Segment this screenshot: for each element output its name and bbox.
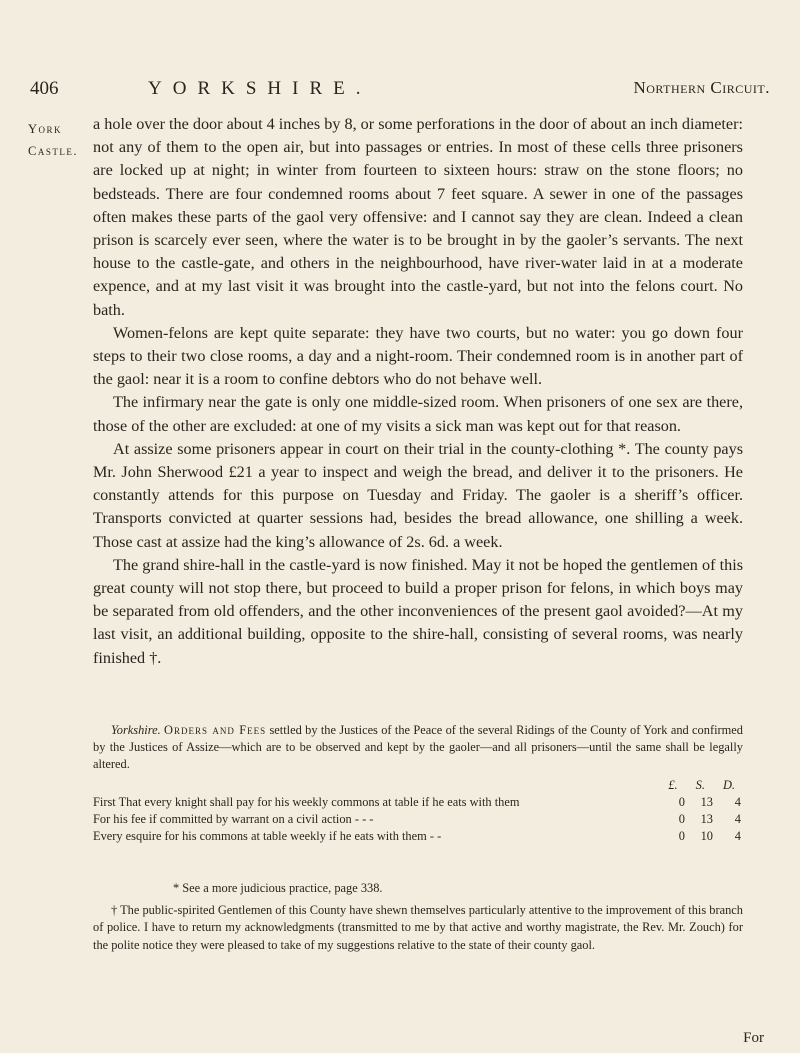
fee-row [93, 794, 743, 811]
orders-lead: Yorkshire. [111, 723, 161, 737]
fee-row [93, 828, 743, 845]
paragraph: At assize some prisoners appear in court on their trial in the county-clothing *. The county pays Mr. John Sherwood £21 a year to inspect and weigh the bread, and deliver it to the prisoners. He constantly attends for this purpose on Tuesday and Friday. The gaoler is a sheriff’s officer. Transports convicted at quarter sessions had, besides the bread allowance, one shilling a week. Those cast at assize had the king’s allowance of 2s. 6d. a week. [93, 439, 743, 551]
circuit-title: Northern Circuit. [633, 78, 770, 97]
paragraph: a hole over the door about 4 inches by 8, or some perforations in the door of about an inch diameter: not any of them to the open air, but into passages or entries. In most of these cells three prisoners are locked up at night; in winter from fourteen to sixteen hours: straw on the stone floors; no bedsteads. There are four condemned rooms about 7 feet square. A sewer in one of the passages often makes these parts of the gaol very offensive: and I cannot say they are clean. Indeed a clean prison is scarcely ever seen, where the water is to be brought in by the gaoler’s servants. The next house to the castle-gate, and others in the neighbourhood, have river-water laid in at a moderate expence, and at my last visit it was brought into the castle-yard, but not into the felons court. No bath. [93, 115, 743, 319]
margin-note-line: York [28, 122, 63, 136]
margin-note-line: Castle. [28, 144, 78, 158]
footnote: † The public-spirited Gentlemen of this County have shewn themselves particularly attentive to the improvement of this branch of police. I have to return my acknowledgments (transmitted to me by that active and worthy magistrate, the Rev. Mr. Zouch) for the polite notice they were pleased to take of my suggestions relative to the state of their county gaol. [93, 902, 743, 952]
fee-pence: 4 [734, 812, 741, 826]
fee-row [93, 811, 743, 828]
fee-table [93, 777, 743, 845]
column-shillings: S. [695, 778, 705, 792]
running-header [30, 78, 770, 108]
fee-pounds: 0 [678, 795, 685, 809]
paragraph: The infirmary near the gate is only one middle-sized room. When prisoners of one sex are there, those of the other are excluded: at one of my visits a sick man was kept out for that reason. [93, 393, 743, 435]
main-text [93, 113, 743, 670]
column-pence: D. [722, 778, 735, 792]
fee-pounds: 0 [678, 812, 685, 826]
column-pounds: £. [668, 778, 678, 792]
fee-shillings: 13 [700, 795, 713, 809]
fee-shillings: 13 [700, 812, 713, 826]
footnote: * See a more judicious practice, page 338. [173, 881, 383, 895]
margin-note [28, 118, 78, 162]
paragraph: The grand shire-hall in the castle-yard is now finished. May it not be hoped the gentlemen of this great county will not stop there, but proceed to build a proper prison for felons, in which boys may be separated from old offenders, and the other inconveniences of the present gaol avoided?—At my last visit, an additional building, opposite to the shire-hall, consisting of several rooms, was nearly finished †. [93, 555, 743, 667]
orders-and-fees [93, 722, 743, 845]
fee-pence: 4 [734, 795, 741, 809]
orders-intro [93, 722, 743, 773]
orders-heading: Orders and Fees [164, 723, 267, 737]
fee-pence: 4 [734, 829, 741, 843]
footnotes [93, 880, 743, 958]
catchword: For [743, 1030, 764, 1046]
fee-label: Every esquire for his commons at table weekly if he eats with them - - [93, 829, 442, 843]
fee-shillings: 10 [700, 829, 713, 843]
fee-label: For his fee if committed by warrant on a civil action - - - [93, 812, 374, 826]
fee-label: First That every knight shall pay for his weekly commons at table if he eats with them [93, 795, 520, 809]
page-number: 406 [30, 78, 59, 99]
orders-text: settled by the Justices of the Peace of the several Ridings of the County of York and confirmed by the Justices of Assize—which are to be observed and kept by the gaoler—and all prisoners—until the same shall be legally altered. [93, 723, 743, 771]
fee-table-header [93, 777, 743, 794]
fee-pounds: 0 [678, 829, 685, 843]
running-title: YORKSHIRE. [148, 78, 372, 99]
paragraph: Women-felons are kept quite separate: they have two courts, but no water: you go down four steps to their two close rooms, a day and a night-room. Their condemned room is in another part of the gaol: near it is a room to confine debtors who do not behave well. [93, 323, 743, 389]
